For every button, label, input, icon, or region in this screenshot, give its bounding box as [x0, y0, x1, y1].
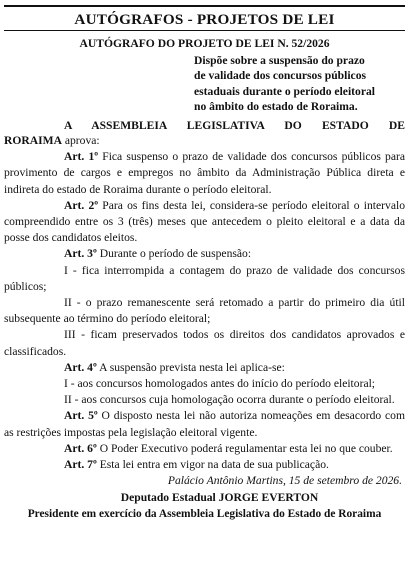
- article-4-item-1: [4, 376, 405, 392]
- article-3: [4, 246, 405, 262]
- article-3-item-2: [4, 295, 405, 327]
- signature-place-date: Palácio Antônio Martins, 15 de setembro de 2026.: [167, 474, 402, 488]
- summary-line: estaduais durante o período eleitoral: [194, 84, 375, 98]
- article-3-item-1: [4, 263, 405, 295]
- article-2: [4, 198, 405, 247]
- summary-line: Dispõe sobre a suspensão do prazo: [194, 54, 365, 67]
- article-text: O disposto nesta lei não autoriza nomeações em desacordo com as restrições impostas pela legislação eleitoral vigente.: [4, 409, 405, 439]
- article-label: Art. 3º: [64, 247, 97, 261]
- item-text: III - ficam preservados todos os direitos dos candidatos aprovados e classificados.: [4, 328, 405, 358]
- article-label: Art. 4º: [64, 360, 97, 374]
- item-text: II - aos concursos cuja homologação ocorra durante o período eleitoral.: [64, 393, 395, 407]
- article-1: [4, 149, 405, 198]
- article-4-item-2: [4, 392, 405, 408]
- document-page: [4, 5, 405, 522]
- summary-line: no âmbito do estado de Roraima.: [194, 100, 358, 114]
- signatory-name: Deputado Estadual JORGE EVERTON: [120, 490, 319, 504]
- bill-title: AUTÓGRAFO DO PROJETO DE LEI N. 52/2026: [79, 37, 330, 50]
- header-bottom-rule: [4, 30, 405, 31]
- article-label: Art. 7º: [64, 458, 97, 472]
- article-text: Fica suspenso o prazo de validade dos concursos públicos para provimento de cargos e empregos no âmbito da Administração Pública direta e indireta do estado de Roraima durante o período eleitoral.: [4, 150, 405, 196]
- item-text: II - o prazo remanescente será retomado a partir do primeiro dia útil subsequente ao término do período eleitoral;: [4, 296, 405, 326]
- article-text: A suspensão prevista nesta lei aplica-se:: [96, 360, 285, 374]
- enacting-clause-line-1: A ASSEMBLEIA LEGISLATIVA DO ESTADO DE: [64, 118, 405, 132]
- article-label: Art. 1º: [64, 150, 99, 164]
- article-6: [4, 441, 405, 457]
- section-header-title: AUTÓGRAFOS - PROJETOS DE LEI: [74, 11, 335, 28]
- item-text: I - aos concursos homologados antes do início do período eleitoral;: [64, 377, 376, 391]
- article-text: Esta lei entra em vigor na data de sua publicação.: [96, 458, 329, 472]
- article-label: Art. 5º: [64, 409, 98, 423]
- article-text: O Poder Executivo poderá regulamentar esta lei no que couber.: [96, 441, 393, 455]
- articles-list: [4, 149, 405, 473]
- article-label: Art. 6º: [64, 441, 97, 455]
- signatory-role: Presidente em exercício da Assembleia Legislativa do Estado de Roraima: [27, 507, 382, 520]
- summary-line: de validade dos concursos públicos: [194, 69, 367, 83]
- bill-summary: [194, 53, 405, 115]
- enacting-clause-verb: aprova:: [61, 134, 100, 148]
- article-7: [4, 457, 405, 473]
- article-4: [4, 360, 405, 376]
- article-text: Durante o período de suspensão:: [96, 247, 252, 261]
- state-name: RORAIMA: [4, 134, 62, 148]
- article-3-item-3: [4, 327, 405, 359]
- article-text: Para os fins desta lei, considera-se período eleitoral o intervalo compreendido entre os 3 (três) meses que antecedem o pleito eleitoral e a data da posse dos candidatos eleitos.: [4, 198, 405, 245]
- article-label: Art. 2º: [64, 198, 99, 212]
- item-text: I - fica interrompida a contagem do prazo de validade dos concursos públicos;: [4, 263, 405, 293]
- article-5: [4, 408, 405, 440]
- enacting-clause-line-2: [4, 133, 405, 149]
